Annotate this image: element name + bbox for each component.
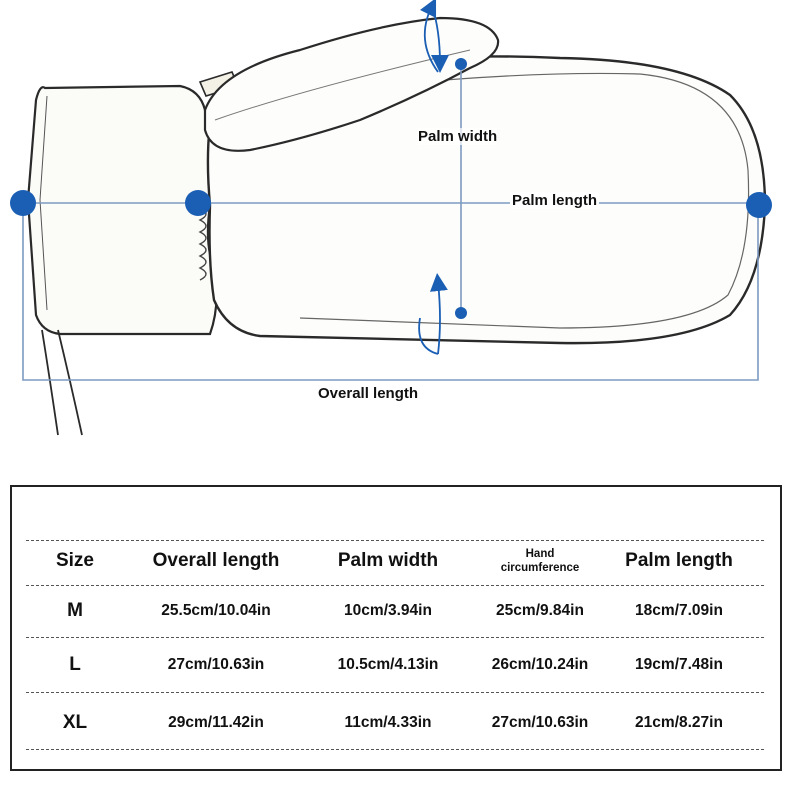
row-palm-width: 10cm/3.94in bbox=[344, 602, 432, 619]
palm-width-top-marker bbox=[455, 58, 467, 70]
row-overall-length: 25.5cm/10.04in bbox=[161, 602, 271, 619]
row-hand-circumference: 27cm/10.63in bbox=[491, 714, 589, 731]
row-overall-length: 29cm/11.42in bbox=[168, 714, 264, 731]
row-size: XL bbox=[62, 712, 88, 733]
row-overall-length: 27cm/10.63in bbox=[167, 656, 265, 673]
row-palm-length: 21cm/8.27in bbox=[635, 714, 723, 731]
row-palm-length: 18cm/7.09in bbox=[635, 602, 723, 619]
cuff-end-marker bbox=[10, 190, 36, 216]
table-row bbox=[26, 701, 764, 745]
drawstring bbox=[42, 330, 82, 435]
table-row bbox=[26, 643, 764, 687]
fingertip-marker bbox=[746, 192, 772, 218]
palm-width-label: Palm width bbox=[418, 128, 498, 145]
header-hand-circumference-line2: circumference bbox=[500, 562, 580, 574]
table-row bbox=[26, 589, 764, 633]
table-divider bbox=[26, 692, 764, 693]
table-divider bbox=[26, 637, 764, 638]
header-overall-length: Overall length bbox=[152, 550, 280, 571]
row-palm-width: 11cm/4.33in bbox=[344, 714, 432, 731]
row-hand-circumference: 25cm/9.84in bbox=[496, 602, 584, 619]
header-palm-width: Palm width bbox=[337, 550, 439, 571]
header-size: Size bbox=[55, 550, 95, 571]
row-size: L bbox=[69, 654, 81, 675]
palm-length-label: Palm length bbox=[512, 192, 598, 209]
table-header-row bbox=[26, 539, 764, 583]
header-palm-length: Palm length bbox=[625, 550, 733, 571]
row-palm-length: 19cm/7.48in bbox=[635, 656, 723, 673]
header-hand-circumference-line1: Hand bbox=[525, 548, 555, 560]
row-palm-width: 10.5cm/4.13in bbox=[337, 656, 439, 673]
row-size: M bbox=[67, 600, 83, 621]
table-divider bbox=[26, 749, 764, 750]
row-hand-circumference: 26cm/10.24in bbox=[491, 656, 589, 673]
size-table bbox=[10, 485, 782, 771]
wrist-marker bbox=[185, 190, 211, 216]
table-divider bbox=[26, 585, 764, 586]
overall-length-label: Overall length bbox=[318, 385, 419, 402]
palm-width-bottom-marker bbox=[455, 307, 467, 319]
